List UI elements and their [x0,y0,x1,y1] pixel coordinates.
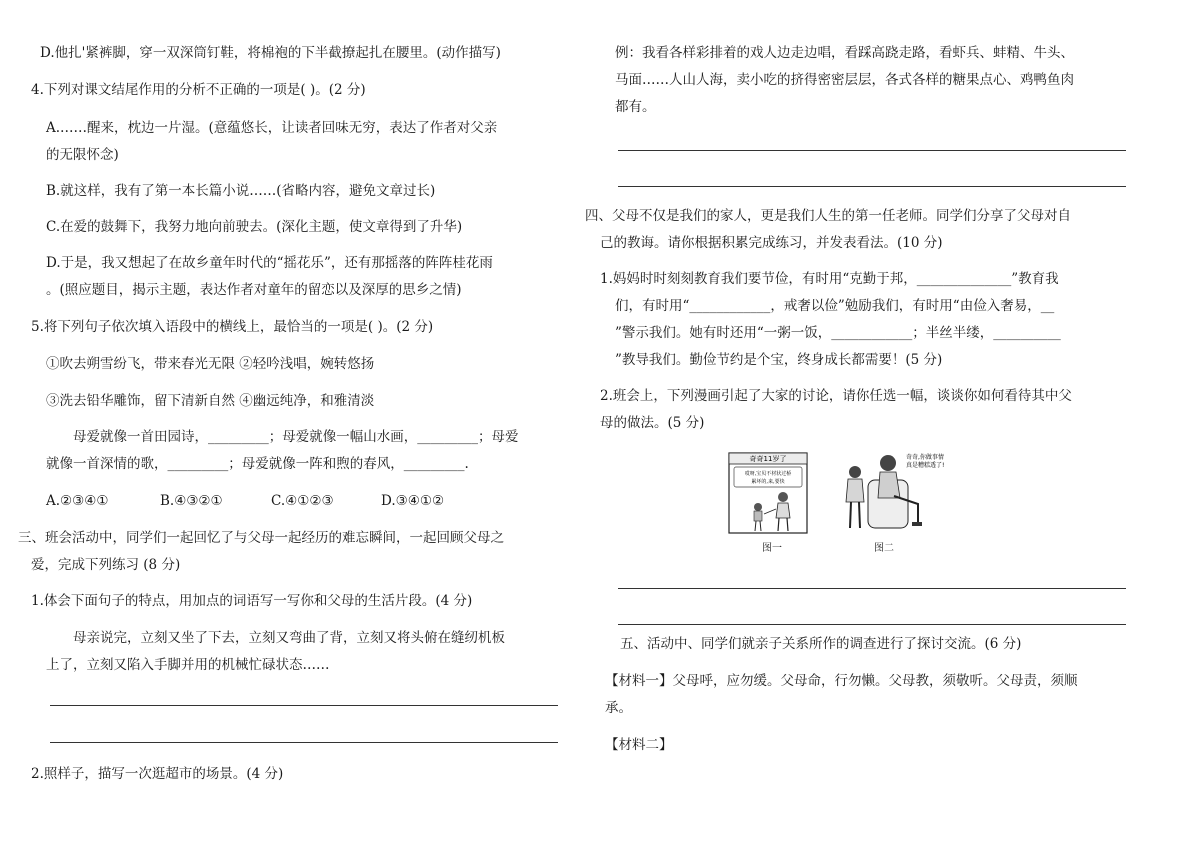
q4-option-d: D.于是，我又想起了在故乡童年时代的“摇花乐”，还有那摇落的阵阵桂花雨 [46,255,493,271]
answer-line [618,588,1126,589]
comic2-bubble-line2: 真是糟糕透了! [906,462,945,469]
q5-choice-a: A.②③④① [46,493,109,509]
comic2-bubble-line1: 奇奇,你做事情 [906,454,944,461]
section-5-heading: 五、活动中、同学们就亲子关系所作的调查进行了探讨交流。(6 分) [620,636,1022,652]
comic1-bubble-line2: 累坏的,来,要快 [751,479,785,485]
q4-option-a-cont: 的无限怀念) [46,147,119,163]
q5-choice-b: B.④③②① [160,493,223,509]
q5-choice-c: C.④①②③ [271,493,334,509]
q4-option-d-cont: 。(照应题目，揭示主题，表达作者对童年的留恋以及深厚的思乡之情) [46,282,462,298]
answer-line [618,186,1126,187]
q5-paragraph-cont: 就像一首深情的歌，_________；母爱就像一阵和煦的春风，_________. [46,456,469,472]
answer-line [50,742,558,743]
s3-question-1: 1.体会下面句子的特点，用加点的词语写一写你和父母的生活片段。(4 分) [31,593,473,609]
answer-line [50,705,558,706]
material-1-cont: 承。 [605,700,632,716]
example-text-cont: 马面……人山人海，卖小吃的挤得密密层层，各式各样的糖果点心、鸡鸭鱼肉 [615,72,1074,88]
material-2: 【材料二】 [605,737,673,753]
example-text-end: 都有。 [615,99,656,115]
section-3-heading-cont: 爱，完成下列练习 (8 分) [31,557,181,573]
comic-figure-2 [838,450,958,534]
question-4: 4.下列对课文结尾作用的分析不正确的一项是( )。(2 分) [31,82,366,98]
comic-figure-1 [728,452,808,534]
figure-1-caption: 图一 [762,543,782,554]
s4-q1-line2: 们，有时用“____________，戒奢以俭”勉励我们，有时用“由俭入奢易，__ [615,298,1055,314]
q5-options-line2: ③洗去铅华雕饰，留下清新自然 ④幽远纯净，和雅清淡 [46,393,375,409]
s3-q1-passage-cont: 上了，立刻又陷入手脚并用的机械忙碌状态…… [46,657,330,673]
s4-question-2: 2.班会上，下列漫画引起了大家的讨论，请你任选一幅，谈谈你如何看待其中父 [600,388,1072,404]
comic1-bubble-line1: 哎呀,宝贝不材状过桥 [744,471,792,477]
material-1: 【材料一】父母呼，应勿缓。父母命，行勿懒。父母教，须敬听。父母责，须顺 [605,673,1078,689]
q3-option-d: D.他扎'紧裤脚，穿一双深筒钉鞋，将棉袍的下半截撩起扎在腰里。(动作描写) [40,45,501,61]
section-4-heading: 四、父母不仅是我们的家人，更是我们人生的第一任老师。同学们分享了父母对自 [585,208,1071,224]
q4-option-c: C.在爱的鼓舞下，我努力地向前驶去。(深化主题，使文章得到了升华) [46,219,463,235]
example-text: 例：我看各样彩排着的戏人边走边唱，看踩高跷走路，看虾兵、蚌精、牛头、 [615,45,1074,61]
question-5: 5.将下列句子依次填入语段中的横线上，最恰当的一项是( )。(2 分) [31,319,434,335]
s3-q1-passage: 母亲说完，立刻又坐了下去，立刻又弯曲了背，立刻又将头俯在缝纫机板 [73,630,505,646]
figure-2-caption: 图二 [874,543,894,554]
s4-q2-cont: 母的做法。(5 分) [600,415,705,431]
answer-line [618,624,1126,625]
q5-options-line1: ①吹去朔雪纷飞，带来春光无限 ②轻吟浅唱，婉转悠扬 [46,356,375,372]
section-3-heading: 三、班会活动中，同学们一起回忆了与父母一起经历的难忘瞬间，一起回顾父母之 [18,530,504,546]
q5-paragraph: 母爱就像一首田园诗，_________；母爱就像一幅山水画，_________；母爱 [73,429,519,445]
q4-option-b: B.就这样，我有了第一本长篇小说……(省略内容，避免文章过长) [46,183,436,199]
s4-q1-line3: ”警示我们。她有时还用“一粥一饭，____________；半丝半缕，__________ [615,325,1061,341]
s3-question-2: 2.照样子，描写一次逛超市的场景。(4 分) [31,766,284,782]
q5-choice-d: D.③④①② [381,493,445,509]
s4-q1-line4: ”教导我们。勤俭节约是个宝，终身成长都需要！(5 分) [615,352,943,368]
section-4-heading-cont: 己的教诲。请你根据积累完成练习，并发表看法。(10 分) [600,235,943,251]
s4-question-1: 1.妈妈时时刻刻教育我们要节俭，有时用“克勤于邦，______________”教育我 [600,271,1059,287]
q4-option-a: A.……醒来，枕边一片湿。(意蕴悠长，让读者回味无穷，表达了作者对父亲 [46,120,498,136]
comic1-title: 奇奇11岁了 [749,455,787,463]
answer-line [618,150,1126,151]
